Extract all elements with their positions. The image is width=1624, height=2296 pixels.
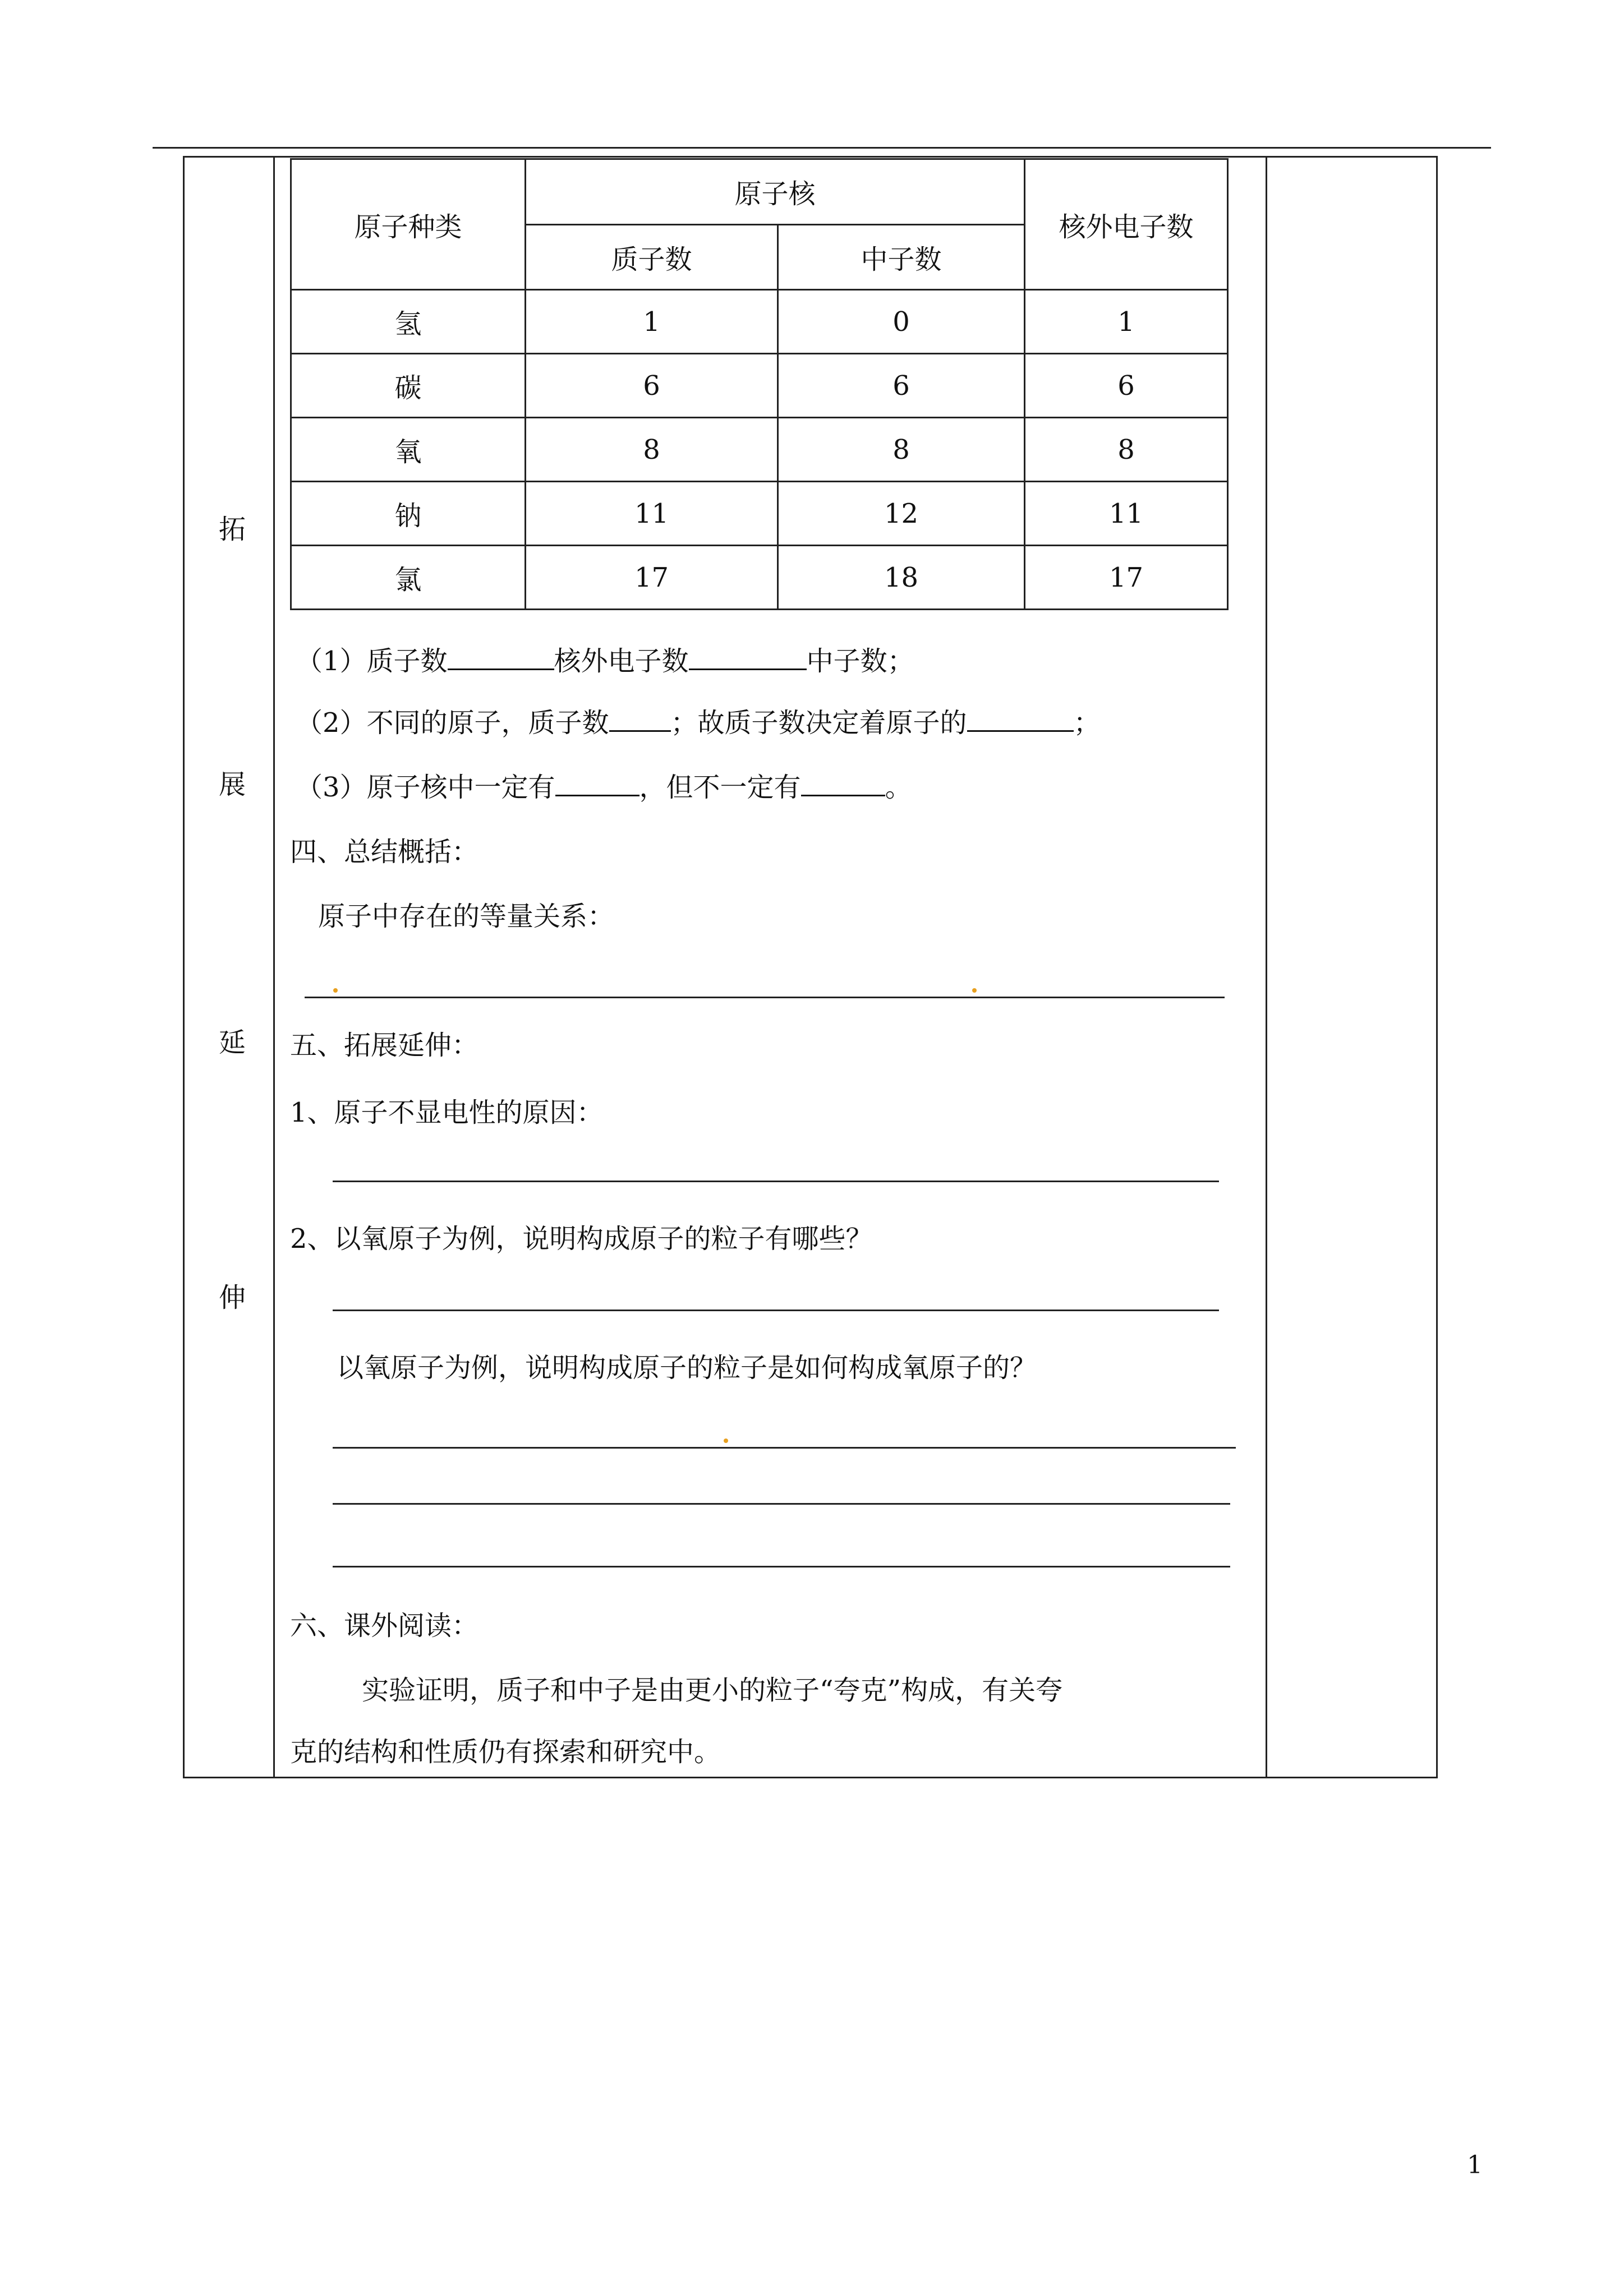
cell-proton: 8 xyxy=(526,418,778,482)
header-neutron-count: 中子数 xyxy=(778,224,1025,290)
cell-neutron: 0 xyxy=(778,290,1025,354)
reading-line-2: 克的结构和性质仍有探索和研究中。 xyxy=(290,1736,721,1768)
column-divider-left xyxy=(273,156,275,1778)
orange-dot xyxy=(724,1439,728,1443)
section-6-title: 六、课外阅读： xyxy=(290,1610,479,1642)
table-row xyxy=(291,418,1228,482)
q2-blank-2[interactable] xyxy=(967,706,1074,732)
answer-line-q3-3[interactable] xyxy=(333,1566,1230,1567)
section-4-prompt: 原子中存在的等量关系： xyxy=(318,901,615,932)
q3-blank-1[interactable] xyxy=(555,770,640,796)
cell-atom-name: 氯 xyxy=(291,546,526,610)
cell-electron: 8 xyxy=(1025,418,1228,482)
question-3: （3）原子核中一定有 ，但不一定有 。 xyxy=(296,766,912,804)
section-4-title: 四、总结概括： xyxy=(290,836,479,868)
atom-structure-table xyxy=(290,158,1229,610)
cell-proton: 17 xyxy=(526,546,778,610)
header-electron-count: 核外电子数 xyxy=(1025,159,1228,290)
question-1: （1）质子数 核外电子数 中子数； xyxy=(296,639,914,678)
q1-blank-2[interactable] xyxy=(689,644,807,670)
cell-electron: 6 xyxy=(1025,354,1228,418)
side-label-char-1: 拓 xyxy=(218,514,246,545)
table-header-row xyxy=(291,159,1228,225)
cell-proton: 6 xyxy=(526,354,778,418)
header-rule xyxy=(153,147,1491,149)
q1-blank-1[interactable] xyxy=(448,644,554,670)
reading-line-1: 实验证明，质子和中子是由更小的粒子“夸克”构成，有关夸 xyxy=(362,1675,1063,1706)
table-row xyxy=(291,290,1228,354)
answer-line-q1[interactable] xyxy=(333,1181,1219,1182)
cell-atom-name: 氢 xyxy=(291,290,526,354)
orange-dot xyxy=(972,988,977,993)
header-nucleus: 原子核 xyxy=(526,159,1025,225)
section-5-question-3: 以氧原子为例，说明构成原子的粒子是如何构成氧原子的？ xyxy=(337,1352,1037,1384)
q2-blank-1[interactable] xyxy=(609,706,671,732)
cell-atom-name: 钠 xyxy=(291,482,526,546)
answer-line-q2[interactable] xyxy=(333,1310,1219,1311)
cell-neutron: 6 xyxy=(778,354,1025,418)
orange-dot xyxy=(333,988,338,993)
section-5-title: 五、拓展延伸： xyxy=(290,1030,479,1061)
cell-atom-name: 碳 xyxy=(291,354,526,418)
side-label-char-4: 伸 xyxy=(218,1282,246,1313)
cell-electron: 17 xyxy=(1025,546,1228,610)
section-5-question-1: 1、原子不显电性的原因： xyxy=(290,1097,604,1128)
q3-blank-2[interactable] xyxy=(801,770,885,796)
column-divider-right xyxy=(1266,156,1267,1778)
cell-neutron: 12 xyxy=(778,482,1025,546)
cell-proton: 1 xyxy=(526,290,778,354)
table-row xyxy=(291,482,1228,546)
answer-line-equality[interactable] xyxy=(305,997,1225,998)
header-atom-type: 原子种类 xyxy=(291,159,526,290)
side-label-char-2: 展 xyxy=(218,769,246,800)
answer-line-q3-1[interactable] xyxy=(333,1447,1236,1449)
cell-neutron: 8 xyxy=(778,418,1025,482)
question-2: （2）不同的原子，质子数 ；故质子数决定着原子的 ； xyxy=(296,701,1101,740)
table-row xyxy=(291,546,1228,610)
section-5-question-2: 2、以氧原子为例，说明构成原子的粒子有哪些？ xyxy=(290,1223,873,1255)
table-row xyxy=(291,354,1228,418)
header-proton-count: 质子数 xyxy=(526,224,778,290)
cell-electron: 11 xyxy=(1025,482,1228,546)
side-label-char-3: 延 xyxy=(218,1027,246,1058)
cell-atom-name: 氧 xyxy=(291,418,526,482)
page-number: 1 xyxy=(1467,2151,1483,2179)
cell-neutron: 18 xyxy=(778,546,1025,610)
cell-electron: 1 xyxy=(1025,290,1228,354)
answer-line-q3-2[interactable] xyxy=(333,1503,1230,1505)
cell-proton: 11 xyxy=(526,482,778,546)
